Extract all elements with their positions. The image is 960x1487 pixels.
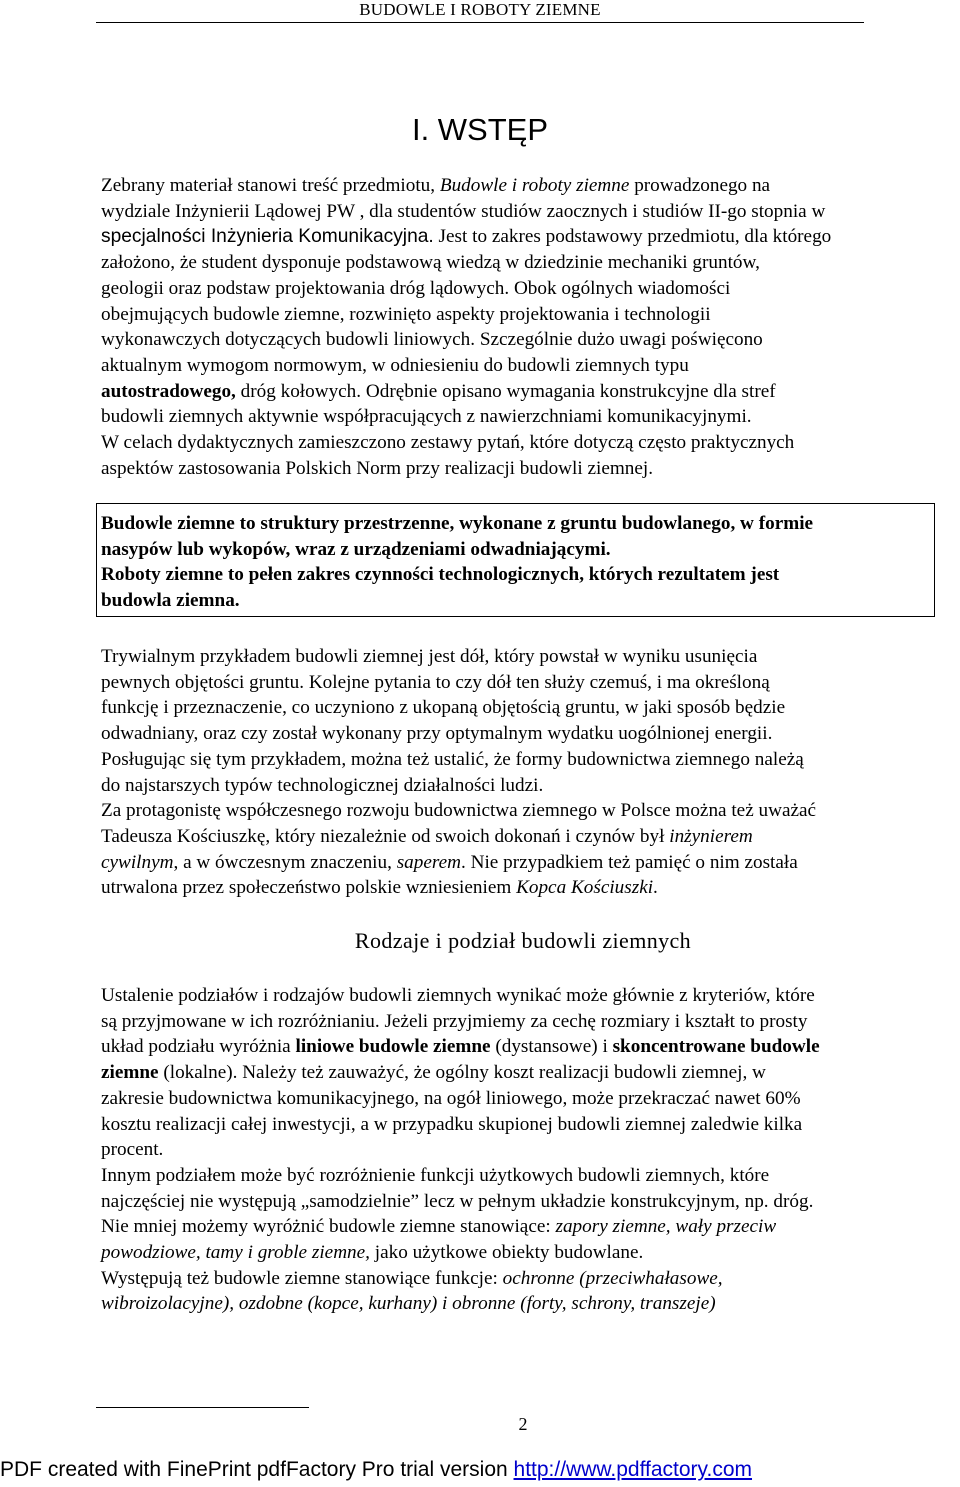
definition-text: Budowle ziemne to struktury przestrzenne, wykonane z gruntu budowlanego, w formie nasypów lub wykopów, wraz z urządzeniami odwadniającymi. Roboty ziemne to pełen zakres czynności technologicznych, których rezultatem jest budowla ziemna. <box>101 513 814 612</box>
section-paragraph: Ustalenie podziałów i rodzajów budowli ziemnych wynikać może głównie z kryteriów, które są przyjmowane w ich rozróżnianiu. Jeżeli przyjmiemy za cechę rozmiary i kształt to prosty układ podziału wyróżnia liniowe budowle ziemne (dystansowe) i skoncentrowane budowle ziemne (lokalne). Należy też zauważyć, że ogólny koszt realizacji budowli ziemnej, w zakresie budownictwa komunikacyjnego, na ogół liniowego, może przekraczać nawet 60% kosztu realizacji całej inwestycji, a w przypadku skupionej budowli ziemnej zaledwie kilka procent. Innym podziałem może być rozróżnienie funkcji użytkowych budowli ziemnych, które najczęściej nie występują „samodzielnie” lecz w pełnym układzie konstrukcyjnym, np. dróg. Nie mniej możemy wyróżnić budowle ziemne stanowiące: zapory ziemne, wały przeciw powodziowe, tamy i groble ziemne, jako użytkowe obiekty budowlane. Występują też budowle ziemne stanowiące funkcje: ochronne (przeciwhałasowe, wibroizolacyjne), ozdobne (kopce, kurhany) i obronne (forty, schrony, transzeje) <box>101 985 820 1315</box>
example-paragraph: Trywialnym przykładem budowli ziemnej jest dół, który powstał w wyniku usunięcia pewnych objętości gruntu. Kolejne pytania to czy dół ten służy czemuś, i ma określoną funkcję i przeznaczenie, co uczyniono z ukopaną objętością gruntu, w jaki sposób będzie odwadniany, oraz czy został wykonany przy optymalnym wydatku uogólnionej energii. Posługując się tym przykładem, można też ustalić, że formy budownictwa ziemnego należą do najstarszych typów technologicznej działalności ludzi. Za protagonistę współczesnego rozwoju budownictwa ziemnego w Polsce można też uważać Tadeusza Kościuszkę, który niezależnie od swoich dokonań i czynów był inżynierem cywilnym, a w ówczesnym znaczeniu, saperem. Nie przypadkiem też pamięć o nim została utrwalona przez społeczeństwo polskie wzniesieniem Kopca Kościuszki. <box>101 646 817 899</box>
pdffactory-link[interactable]: http://www.pdffactory.com <box>513 1458 753 1481</box>
intro-paragraph: Zebrany materiał stanowi treść przedmiotu, Budowle i roboty ziemne prowadzonego na wydziale Inżynierii Lądowej PW , dla studentów studiów zaocznych i studiów II-go stopnia w specjalności Inżynieria Komunikacyjna. Jest to zakres podstawowy przedmiotu, dla którego założono, że student dysponuje podstawową wiedzą w dziedzinie mechaniki gruntów, geologii oraz podstaw projektowania dróg lądowych. Obok ogólnych wiadomości obejmujących budowle ziemne, rozwinięto aspekty projektowania i technologii wykonawczych dotyczących budowli liniowych. Szczególnie dużo uwagi poświęcono aktualnym wymogom normowym, w odniesieniu do budowli ziemnych typu autostradowego, dróg kołowych. Odrębnie opisano wymagania konstrukcyjne dla stref budowli ziemnych aktywnie współpracujących z nawierzchniami komunikacyjnymi. W celach dydaktycznych zamieszczono zestawy pytań, które dotyczą często praktycznych aspektów zastosowania Polskich Norm przy realizacji budowli ziemnej. <box>101 175 832 479</box>
footnote-divider <box>96 1407 309 1408</box>
pdf-footer-text: PDF created with FinePrint pdfFactory Pro trial version <box>0 1458 514 1481</box>
pdf-footer <box>0 1458 752 1482</box>
running-header: BUDOWLE I ROBOTY ZIEMNE <box>96 0 864 23</box>
section-heading: Rodzaje i podział budowli ziemnych <box>354 928 692 953</box>
chapter-title: I. WSTĘP <box>411 112 549 147</box>
page-number: 2 <box>518 1414 528 1434</box>
